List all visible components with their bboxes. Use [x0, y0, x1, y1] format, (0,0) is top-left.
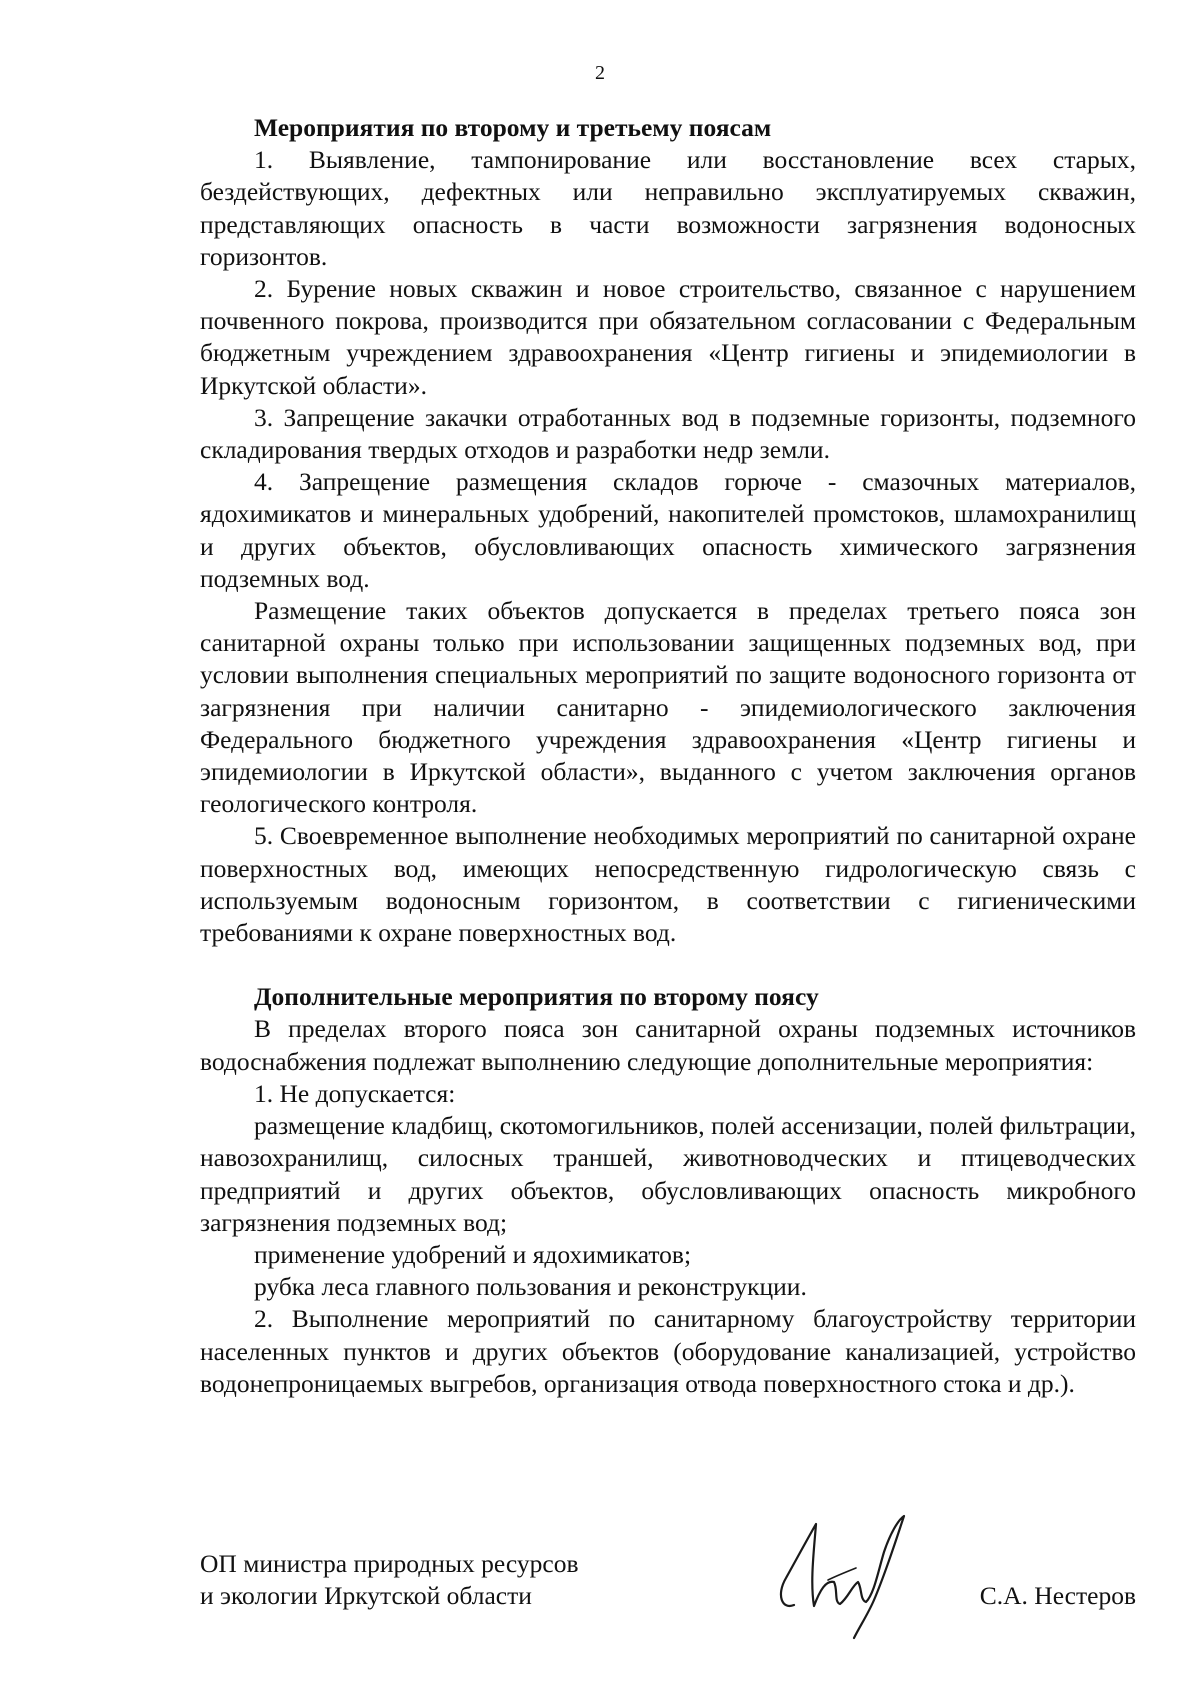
paragraph: 5. Своевременное выполнение необходимых мероприятий по санитарной охране поверхностных вод, имеющих непосредственную гидрологическую связь с используемым водоносным горизонтом, в соответствии с гигиеническими требованиями к охране поверхностных вод. [200, 821, 1136, 948]
paragraph: рубка леса главного пользования и реконструкции. [254, 1272, 807, 1302]
paragraph: 1. Не допускается: [254, 1078, 456, 1108]
paragraph: Размещение таких объектов допускается в пределах третьего пояса зон санитарной охраны только при использовании защищенных подземных вод, при условии выполнения специальных мероприятий по защите водоносного горизонта от загрязнения при наличии санитарно - эпидемиологического заключения Федерального бюджетного учреждения здравоохранения «Центр гигиены и эпидемиологии в Иркутской области», выданного с учетом заключения органов геологического контроля. [200, 596, 1136, 819]
paragraph: 4. Запрещение размещения складов горюче - смазочных материалов, ядохимикатов и минеральных удобрений, накопителей промстоков, шламохранилищ и других объектов, обусловливающих опасность химического загрязнения подземных вод. [200, 467, 1136, 593]
position-line: ОП министра природных ресурсов [200, 1549, 579, 1578]
page-number: 2 [595, 62, 605, 84]
section-heading: Мероприятия по второму и третьему поясам [254, 113, 772, 142]
document-body [200, 112, 1136, 1400]
signatory-name: С.А. Нестеров [979, 1581, 1136, 1610]
paragraph: 2. Выполнение мероприятий по санитарному благоустройству территории населенных пунктов и других объектов (оборудование канализацией, устройство водонепроницаемых выгребов, организация отвода поверхностного стока и др.). [200, 1304, 1136, 1398]
position-line: и экологии Иркутской области [200, 1581, 532, 1610]
signatory-position [200, 1548, 578, 1612]
paragraph: 1. Выявление, тампонирование или восстановление всех старых, бездействующих, дефектных или неправильно эксплуатируемых скважин, представляющих опасность в части возможности загрязнения водоносных горизонтов. [200, 145, 1136, 271]
handwritten-signature [764, 1510, 934, 1640]
paragraph: 3. Запрещение закачки отработанных вод в подземные горизонты, подземного складирования твердых отходов и разработки недр земли. [200, 402, 1136, 465]
section-heading: Дополнительные мероприятия по второму поясу [254, 982, 819, 1012]
paragraph: 2. Бурение новых скважин и новое строительство, связанное с нарушением почвенного покрова, производится при обязательном согласовании с Федеральным бюджетным учреждением здравоохранения «Центр гигиены и эпидемиологии в Иркутской области». [200, 274, 1136, 400]
paragraph: В пределах второго пояса зон санитарной охраны подземных источников водоснабжения подлежат выполнению следующие дополнительные мероприятия: [200, 1014, 1136, 1076]
section-gap [200, 949, 1136, 981]
paragraph: размещение кладбищ, скотомогильников, полей ассенизации, полей фильтрации, навозохранилищ, силосных траншей, животноводческих и птицеводческих предприятий и других объектов, обусловливающих опасность микробного загрязнения подземных вод; [200, 1111, 1136, 1237]
paragraph: применение удобрений и ядохимикатов; [254, 1239, 692, 1269]
